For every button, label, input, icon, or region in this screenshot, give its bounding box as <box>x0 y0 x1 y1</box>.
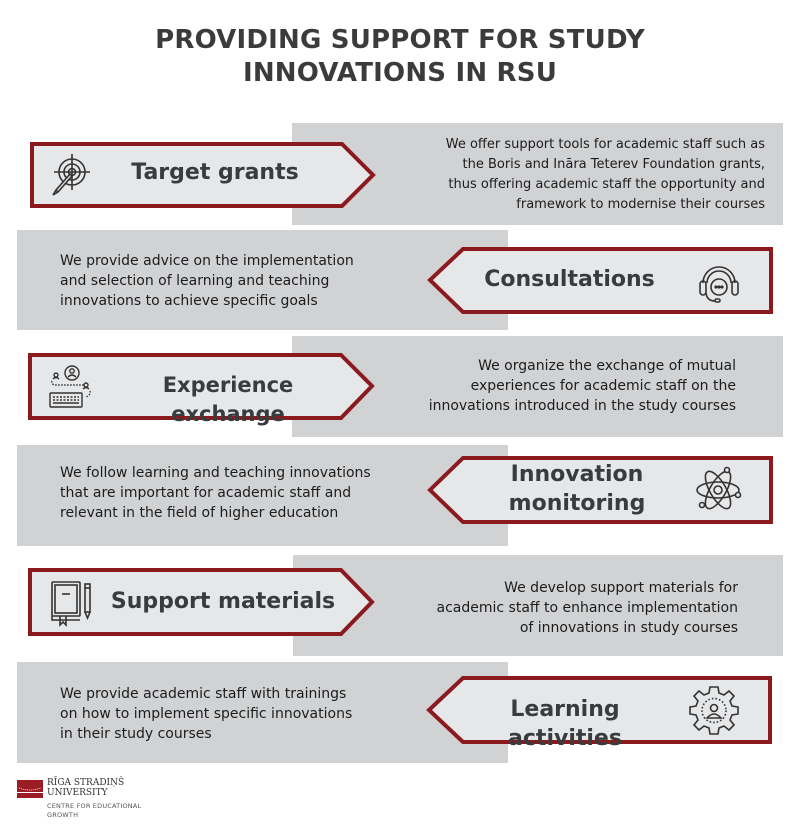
label-learning-activities: Learning activities <box>508 697 622 751</box>
description-consultations: We provide advice on the implementation and selection of learning and teaching innovations to achieve specific goals <box>60 253 354 309</box>
arrow-learning-activities <box>426 676 772 751</box>
university-name: RĪGA STRADIŅŠ UNIVERSITY <box>47 778 125 798</box>
label-consultations: Consultations <box>484 267 655 292</box>
description-experience-exchange: We organize the exchange of mutual experiences for academic staff on the innovations introduced in the study courses <box>428 358 736 414</box>
description-innovation-monitoring: We follow learning and teaching innovations that are important for academic staff and relevant in the field of higher education <box>60 465 371 521</box>
description-learning-activities: We provide academic staff with trainings on how to implement specific innovations in their study courses <box>60 686 353 742</box>
label-target-grants: Target grants <box>131 160 299 185</box>
arrow-consultations <box>427 247 773 314</box>
description-target-grants: We offer support tools for academic staff such as the Boris and Ināra Teterev Foundation grants, thus offering academic staff the opportunity and framework to modernise their courses <box>445 137 765 212</box>
centre-name: CENTRE FOR EDUCATIONAL GROWTH <box>47 802 142 819</box>
arrow-innovation-monitoring <box>427 456 773 524</box>
label-experience-exchange: Experience exchange <box>162 373 294 426</box>
arrow-target-grants <box>30 142 376 208</box>
label-innovation-monitoring: Innovation monitoring <box>508 462 646 516</box>
title-line-1: PROVIDING SUPPORT FOR STUDY <box>155 25 645 55</box>
rsu-emblem-icon <box>17 780 43 798</box>
title-line-2: INNOVATIONS IN RSU <box>242 58 558 88</box>
arrow-experience-exchange <box>28 353 374 426</box>
arrow-support-materials <box>28 568 374 636</box>
description-support-materials: We develop support materials for academic staff to enhance implementation of innovations in study courses <box>436 580 738 636</box>
page-title <box>0 24 800 90</box>
label-support-materials: Support materials <box>110 589 336 614</box>
